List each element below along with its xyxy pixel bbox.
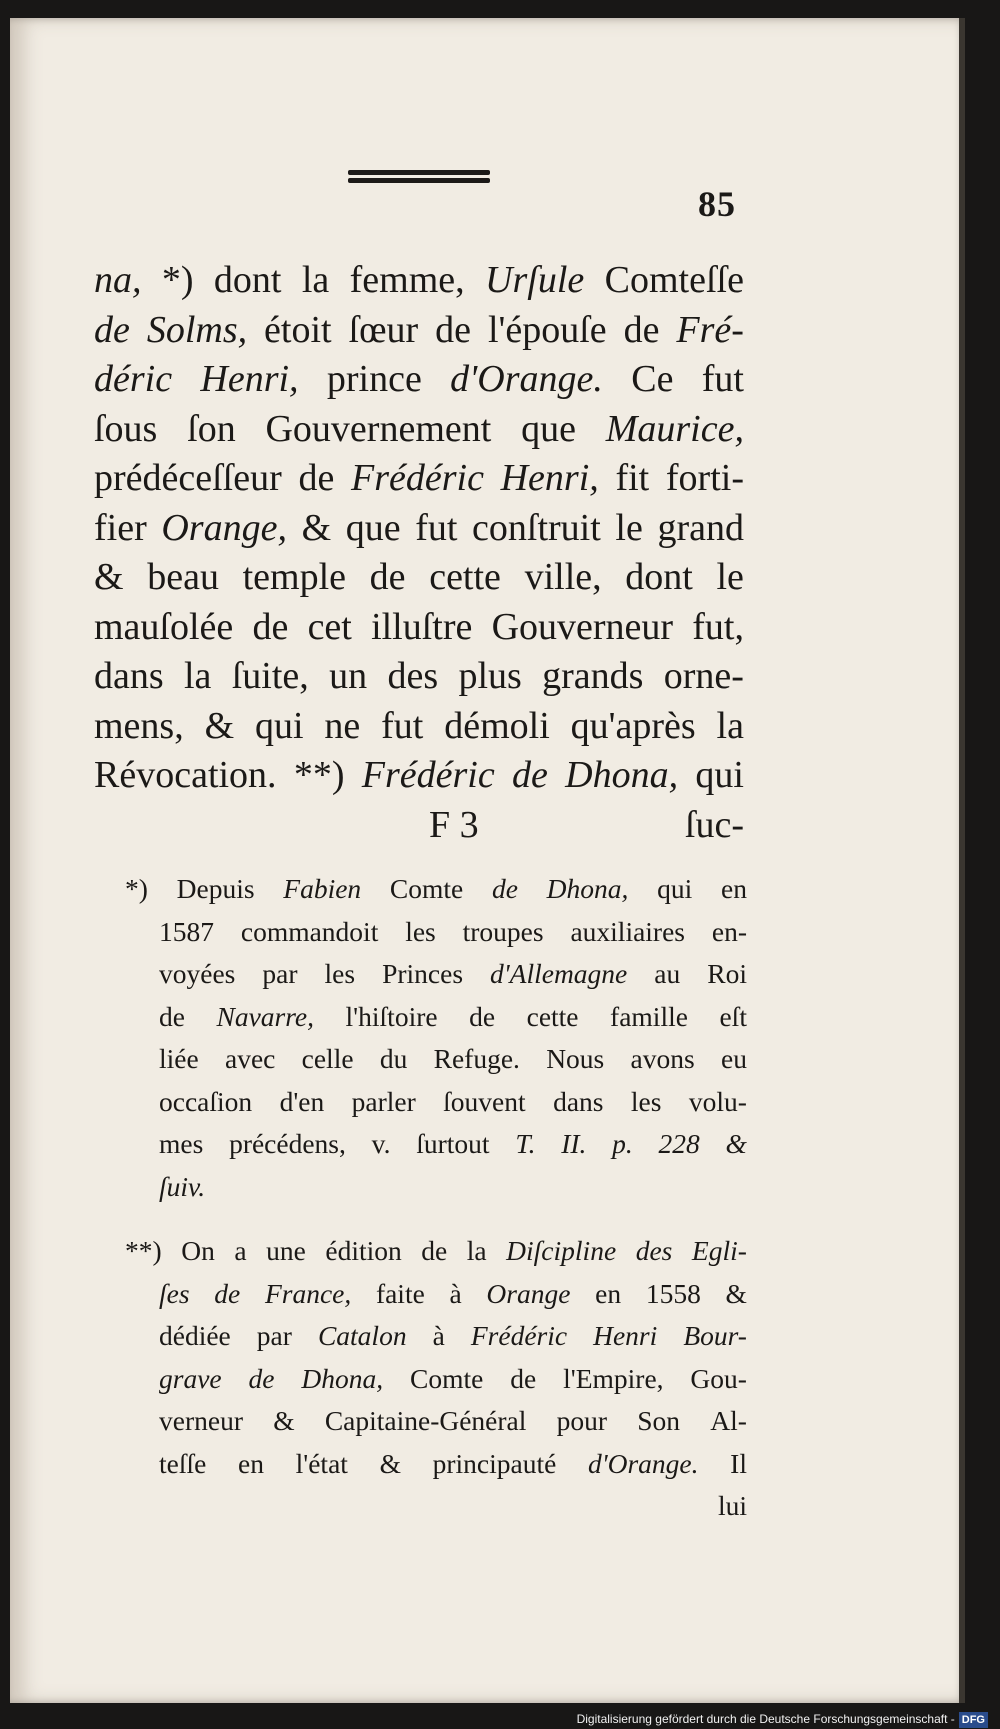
word: ſurtout <box>416 1128 490 1159</box>
word: dans <box>553 1085 604 1117</box>
word: Frédéric <box>470 1320 568 1351</box>
word: & <box>379 1447 401 1479</box>
word: ſouvent <box>443 1085 526 1117</box>
footnote-1 <box>125 868 747 1208</box>
word: parler <box>351 1085 416 1117</box>
word: teſſe <box>159 1447 207 1479</box>
word: édition <box>325 1235 402 1266</box>
word: par <box>262 958 298 989</box>
signature-line <box>94 801 744 851</box>
text-line <box>94 751 744 801</box>
word: Capitaine-Général <box>324 1405 527 1436</box>
word: troupes <box>462 915 544 947</box>
word: Maurice, <box>605 407 744 450</box>
word: Depuis <box>176 873 255 904</box>
word: *) <box>161 259 194 301</box>
word: Son <box>637 1405 681 1436</box>
word: fit <box>615 457 650 499</box>
word: na, <box>94 259 142 301</box>
word: de <box>248 1362 275 1394</box>
word: celle <box>301 1043 354 1074</box>
main-text <box>94 256 744 850</box>
word: qui <box>657 873 693 904</box>
text-line <box>94 405 744 455</box>
word: au <box>654 958 681 989</box>
header-rule <box>348 170 490 185</box>
word: à <box>449 1277 462 1309</box>
word: ſœur <box>348 308 419 351</box>
word: & <box>204 704 235 747</box>
word: Orange, <box>161 506 287 549</box>
word: Dhona, <box>546 873 629 904</box>
word: de <box>510 1362 537 1394</box>
word: Urſule <box>485 259 585 301</box>
word: Nous <box>546 1043 605 1074</box>
word: Ce <box>631 358 674 400</box>
word: le <box>615 506 643 549</box>
word: ne <box>324 704 361 747</box>
word: Gouvernement <box>265 407 492 450</box>
word: mauſolée <box>94 605 234 648</box>
word: précédens, <box>229 1128 346 1159</box>
word: en <box>238 1447 264 1479</box>
word: volu- <box>688 1085 747 1117</box>
word: ſes <box>159 1277 190 1309</box>
word: de <box>491 873 518 904</box>
word: lui <box>717 1490 747 1521</box>
word: Henri, <box>200 358 299 400</box>
word: conſtruit <box>472 506 601 549</box>
word: d'en <box>279 1085 325 1117</box>
word: voyées <box>159 958 236 989</box>
word: pour <box>556 1405 608 1436</box>
word: grave <box>159 1362 222 1394</box>
word: de <box>512 754 548 796</box>
word: l'Empire, <box>563 1362 664 1394</box>
text-line <box>94 256 744 306</box>
word: prince <box>326 358 422 400</box>
word: des <box>635 1235 673 1266</box>
word: la <box>466 1235 487 1266</box>
text-line <box>94 504 744 554</box>
text-line <box>94 355 744 405</box>
word: **) <box>293 754 345 796</box>
text-line <box>94 553 744 603</box>
note2-line <box>125 1485 747 1528</box>
word: de <box>469 1000 496 1032</box>
note1-line <box>125 911 747 954</box>
word: fut, <box>692 605 744 648</box>
credit-text: Digitalisierung gefördert durch die Deutsche Forschungsgemeinschaft - <box>576 1712 955 1726</box>
word: en- <box>711 915 747 947</box>
footnotes <box>125 868 747 1528</box>
word: a <box>234 1235 247 1266</box>
word: fut <box>701 358 744 400</box>
word: Gou- <box>690 1362 747 1394</box>
word: ſuiv. <box>159 1170 206 1202</box>
word: mes <box>159 1128 204 1159</box>
note1-line <box>125 1123 747 1166</box>
word: Révocation. <box>94 754 277 796</box>
word: de <box>298 457 335 499</box>
word: *) <box>125 873 148 904</box>
word: grand <box>657 506 744 549</box>
note2-line <box>125 1358 747 1401</box>
word: par <box>256 1320 292 1351</box>
word: l'hiſtoire <box>345 1000 438 1032</box>
word: Diſcipline <box>506 1235 617 1266</box>
word: Bour- <box>683 1320 747 1351</box>
book-page <box>10 18 965 1703</box>
word: à <box>432 1320 445 1351</box>
note2-line <box>125 1273 747 1316</box>
word: fier <box>94 506 147 549</box>
word: de <box>214 1277 241 1309</box>
word: principauté <box>432 1447 557 1479</box>
word: de <box>623 308 660 351</box>
word: Dhona, <box>301 1362 384 1394</box>
word: v. <box>371 1128 391 1159</box>
word: d'Allemagne <box>490 958 628 989</box>
word: Henri <box>593 1320 658 1351</box>
word: avons <box>630 1043 695 1074</box>
word: Egli- <box>691 1235 747 1266</box>
word: 228 <box>658 1128 700 1159</box>
word: **) <box>125 1235 162 1266</box>
word: famille <box>610 1000 688 1032</box>
word: p. <box>612 1128 633 1159</box>
word: ville, <box>524 556 602 598</box>
word: les <box>324 958 356 989</box>
word: mens, <box>94 704 184 747</box>
note2-line <box>125 1315 747 1358</box>
word: cette <box>429 556 501 598</box>
catchword: ſuc- <box>684 803 744 846</box>
word: Al- <box>710 1405 747 1436</box>
word: l'état <box>295 1447 348 1479</box>
word: ſon <box>187 407 236 450</box>
word: de <box>159 1000 185 1032</box>
page-number: 85 <box>698 184 736 224</box>
text-line <box>94 603 744 653</box>
word: dédiée <box>159 1320 231 1351</box>
word: beau <box>147 556 219 598</box>
word: Fré- <box>676 308 744 351</box>
word: fut <box>381 704 424 747</box>
note2-line <box>125 1400 747 1443</box>
word: & <box>725 1277 747 1309</box>
word: Dhona, <box>565 754 679 796</box>
word: l'épouſe <box>487 308 607 351</box>
word: qu'après <box>570 704 696 747</box>
digitization-credit <box>0 1711 988 1728</box>
text-line <box>94 306 744 356</box>
word: les <box>630 1085 662 1117</box>
word: dont <box>625 556 693 598</box>
word: Refuge. <box>433 1043 520 1074</box>
text-line <box>94 652 744 702</box>
word: le <box>716 556 744 598</box>
word: 1587 <box>159 915 214 947</box>
word: eſt <box>719 1000 747 1032</box>
word: ſous <box>94 407 158 450</box>
word: orne- <box>663 655 744 697</box>
word: cette <box>526 1000 579 1032</box>
word: de <box>252 605 289 648</box>
footnote-2 <box>125 1230 747 1528</box>
word: Fabien <box>283 873 362 904</box>
word: commandoit <box>240 915 379 947</box>
note2-line <box>125 1230 747 1273</box>
word: & <box>94 556 124 598</box>
word: prédéceſſeur <box>94 457 282 499</box>
word: T. <box>515 1128 536 1159</box>
note1-line <box>125 953 747 996</box>
word: la <box>716 704 744 747</box>
word: On <box>181 1235 215 1266</box>
word: France, <box>264 1277 352 1309</box>
word: occaſion <box>159 1085 253 1117</box>
word: les <box>405 915 436 947</box>
word: auxiliaires <box>570 915 685 947</box>
word: en <box>720 873 747 904</box>
word: verneur <box>159 1405 243 1436</box>
word: d'Orange. <box>450 358 603 400</box>
note2-line <box>125 1443 747 1486</box>
word: de <box>421 1235 448 1266</box>
word: une <box>266 1235 306 1266</box>
word: en <box>595 1277 622 1309</box>
word: qui <box>255 704 304 747</box>
word: de <box>369 556 406 598</box>
text-line <box>94 454 744 504</box>
word: II. <box>561 1128 587 1159</box>
word: déric <box>94 358 173 400</box>
word: Orange <box>486 1277 571 1309</box>
word: Comteſſe <box>604 259 744 301</box>
word: illuſtre <box>371 605 473 648</box>
word: d'Orange. <box>587 1447 699 1479</box>
word: avec <box>224 1043 276 1074</box>
word: Catalon <box>317 1320 407 1351</box>
word: plus <box>458 655 522 697</box>
word: grands <box>542 655 644 697</box>
word: étoit <box>264 308 332 351</box>
word: Comte <box>410 1362 484 1394</box>
text-line <box>94 702 744 752</box>
word: Frédéric <box>350 457 484 499</box>
word: qui <box>695 754 744 796</box>
note1-line <box>125 868 747 911</box>
note1-line <box>125 1038 747 1081</box>
word: Comte <box>389 873 464 904</box>
word: femme, <box>349 259 465 301</box>
word: la <box>183 655 212 697</box>
word: Princes <box>382 958 464 989</box>
word: dont <box>213 259 282 301</box>
page-edge <box>959 18 965 1703</box>
note1-line <box>125 996 747 1039</box>
word: que <box>345 506 401 549</box>
word: temple <box>242 556 347 598</box>
word: du <box>379 1043 408 1074</box>
word: forti- <box>665 457 744 499</box>
word: Roi <box>707 958 747 989</box>
word: Il <box>730 1447 747 1479</box>
dfg-logo: DFG <box>959 1712 988 1728</box>
note1-line <box>125 1081 747 1124</box>
signature-mark: F 3 <box>429 803 479 846</box>
word: fut <box>415 506 458 549</box>
word: liée <box>159 1043 199 1074</box>
word: ſuite, <box>231 655 309 697</box>
word: de <box>435 308 471 351</box>
word: & <box>725 1128 747 1159</box>
word: faite <box>375 1277 425 1309</box>
word: dans <box>94 655 164 697</box>
word: que <box>521 407 576 450</box>
word: Gouverneur <box>491 605 674 648</box>
word: Frédéric <box>361 754 495 796</box>
word: eu <box>720 1043 747 1074</box>
word: cet <box>307 605 352 648</box>
word: 1558 <box>645 1277 701 1309</box>
word: & <box>301 506 332 549</box>
word: & <box>273 1405 295 1436</box>
word: démoli <box>444 704 550 747</box>
word: la <box>301 259 330 301</box>
word: Henri, <box>500 457 599 499</box>
word: des <box>387 655 439 697</box>
word: de <box>94 308 130 351</box>
note1-line <box>125 1166 747 1209</box>
word: Solms, <box>146 308 248 351</box>
word: un <box>329 655 368 697</box>
word: Navarre, <box>216 1000 315 1032</box>
